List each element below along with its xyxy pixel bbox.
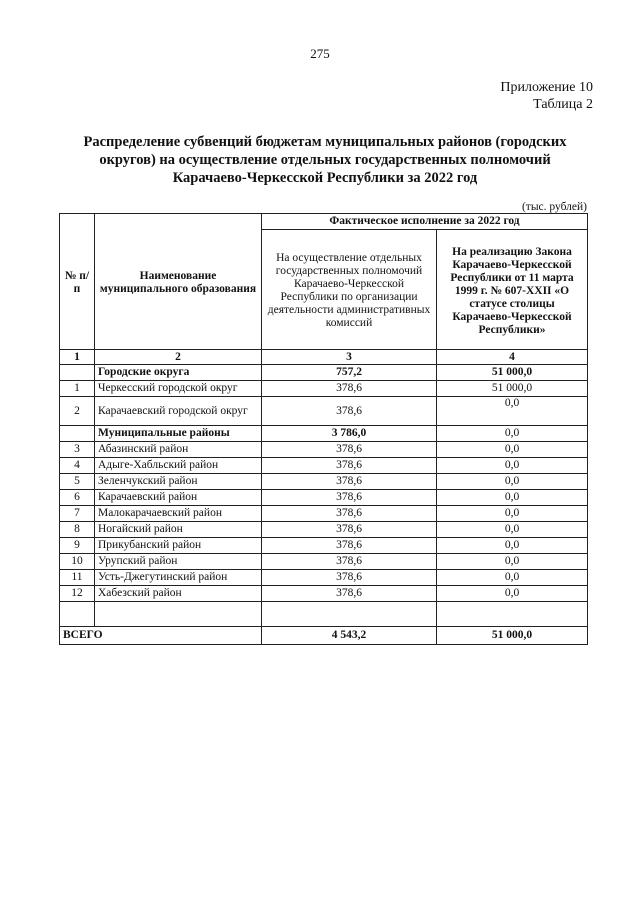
value-col3: 3 786,0 <box>262 426 437 442</box>
table-row <box>60 442 588 458</box>
document-title <box>60 133 590 187</box>
table-row <box>60 490 588 506</box>
row-number: 7 <box>60 506 95 522</box>
row-name: Прикубанский район <box>95 538 262 554</box>
header-number: № п/п <box>60 214 95 350</box>
value-col3: 378,6 <box>262 586 437 602</box>
value-col3: 378,6 <box>262 506 437 522</box>
row-number: 3 <box>60 442 95 458</box>
value-col3: 378,6 <box>262 490 437 506</box>
row-name: Зеленчукский район <box>95 474 262 490</box>
row-name: Черкесский городской округ <box>95 381 262 397</box>
value-col4: 0,0 <box>437 538 588 554</box>
value-col4: 0,0 <box>437 506 588 522</box>
row-name: Урупский район <box>95 554 262 570</box>
empty-cell <box>262 602 437 627</box>
row-number <box>60 365 95 381</box>
appendix-label <box>500 79 593 113</box>
value-col4: 0,0 <box>437 586 588 602</box>
row-number: 4 <box>60 458 95 474</box>
appendix-line: Приложение 10 <box>500 80 593 95</box>
value-col4: 0,0 <box>437 397 588 426</box>
row-number: 6 <box>60 490 95 506</box>
section-row-city-districts <box>60 365 588 381</box>
table-row <box>60 538 588 554</box>
column-number: 1 <box>60 350 95 365</box>
row-number: 2 <box>60 397 95 426</box>
empty-cell <box>60 602 95 627</box>
row-name: Ногайский район <box>95 522 262 538</box>
empty-cell <box>95 602 262 627</box>
row-number: 12 <box>60 586 95 602</box>
table-row <box>60 397 588 426</box>
total-col4: 51 000,0 <box>437 627 588 645</box>
row-name: Карачаевский городской округ <box>95 397 262 426</box>
title-line-1: Распределение субвенций бюджетам муниципальных районов (городских <box>83 134 567 150</box>
header-name: Наименование муниципального образования <box>95 214 262 350</box>
total-col3: 4 543,2 <box>262 627 437 645</box>
title-line-3: Карачаево-Черкесской Республики за 2022 год <box>172 170 478 186</box>
row-number: 1 <box>60 381 95 397</box>
value-col4: 51 000,0 <box>437 365 588 381</box>
empty-cell <box>437 602 588 627</box>
header-col3: На осуществление отдельных государственных полномочий Карачаево-Черкесской Республики по организации деятельности административных комиссий <box>262 230 437 350</box>
value-col3: 378,6 <box>262 522 437 538</box>
table-row <box>60 381 588 397</box>
row-number: 8 <box>60 522 95 538</box>
units-label: (тыс. рублей) <box>521 201 587 213</box>
value-col3: 757,2 <box>262 365 437 381</box>
section-row-municipal-districts <box>60 426 588 442</box>
value-col4: 0,0 <box>437 522 588 538</box>
row-number: 5 <box>60 474 95 490</box>
value-col4: 0,0 <box>437 442 588 458</box>
total-label: ВСЕГО <box>60 627 262 645</box>
value-col4: 51 000,0 <box>437 381 588 397</box>
row-name: Адыге-Хабльский район <box>95 458 262 474</box>
table-header-row <box>60 214 588 230</box>
value-col3: 378,6 <box>262 442 437 458</box>
value-col3: 378,6 <box>262 381 437 397</box>
column-numbers-row <box>60 350 588 365</box>
title-line-2: округов) на осуществление отдельных государственных полномочий <box>99 152 551 168</box>
row-name: Усть-Джегутинский район <box>95 570 262 586</box>
row-number <box>60 426 95 442</box>
row-name: Карачаевский район <box>95 490 262 506</box>
distribution-table <box>59 213 588 645</box>
row-name: Хабезский район <box>95 586 262 602</box>
header-col4: На реализацию Закона Карачаево-Черкесской Республики от 11 марта 1999 г. № 607-XXII «О статусе столицы Карачаево-Черкесской Республики» <box>437 230 588 350</box>
column-number: 3 <box>262 350 437 365</box>
value-col4: 0,0 <box>437 458 588 474</box>
value-col4: 0,0 <box>437 490 588 506</box>
header-actual: Фактическое исполнение за 2022 год <box>262 214 588 230</box>
table-row <box>60 522 588 538</box>
column-number: 4 <box>437 350 588 365</box>
value-col4: 0,0 <box>437 426 588 442</box>
section-name: Городские округа <box>95 365 262 381</box>
value-col3: 378,6 <box>262 570 437 586</box>
row-number: 10 <box>60 554 95 570</box>
table-row <box>60 586 588 602</box>
table-row <box>60 506 588 522</box>
table-row <box>60 554 588 570</box>
value-col3: 378,6 <box>262 474 437 490</box>
table-row <box>60 570 588 586</box>
table-row <box>60 458 588 474</box>
value-col3: 378,6 <box>262 554 437 570</box>
table-row <box>60 474 588 490</box>
page-number: 275 <box>310 46 330 61</box>
value-col4: 0,0 <box>437 554 588 570</box>
value-col4: 0,0 <box>437 474 588 490</box>
value-col4: 0,0 <box>437 570 588 586</box>
empty-row <box>60 602 588 627</box>
row-name: Абазинский район <box>95 442 262 458</box>
row-number: 9 <box>60 538 95 554</box>
value-col3: 378,6 <box>262 458 437 474</box>
row-number: 11 <box>60 570 95 586</box>
value-col3: 378,6 <box>262 538 437 554</box>
value-col3: 378,6 <box>262 397 437 426</box>
row-name: Малокарачаевский район <box>95 506 262 522</box>
total-row <box>60 627 588 645</box>
section-name: Муниципальные районы <box>95 426 262 442</box>
column-number: 2 <box>95 350 262 365</box>
table-number: Таблица 2 <box>533 97 593 112</box>
